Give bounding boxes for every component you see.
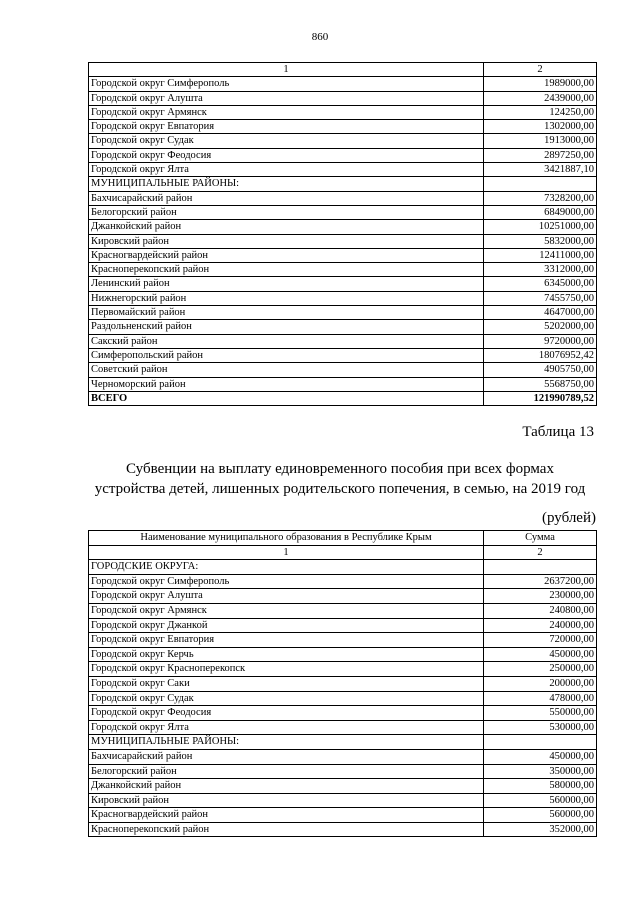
- table-row: [89, 134, 597, 148]
- table-row: [89, 603, 597, 618]
- subsidy-table-13: [88, 530, 597, 837]
- table-title: [60, 459, 620, 499]
- row-name: Белогорский район: [89, 205, 484, 219]
- table-section-row: [89, 560, 597, 575]
- row-name: Джанкойский район: [89, 779, 484, 794]
- column-name-municipality: Наименование муниципального образования в Республике Крым: [89, 531, 484, 546]
- table-row: [89, 91, 597, 105]
- row-name: Красноперекопский район: [89, 263, 484, 277]
- table-row: [89, 334, 597, 348]
- row-name: Нижнегорский район: [89, 291, 484, 305]
- table-row: [89, 706, 597, 721]
- table-row: [89, 205, 597, 219]
- row-name: Городской округ Судак: [89, 691, 484, 706]
- table-row: [89, 574, 597, 589]
- table-section-row: [89, 735, 597, 750]
- row-name: Городской округ Армянск: [89, 105, 484, 119]
- row-value: 9720000,00: [484, 334, 597, 348]
- table-row: [89, 633, 597, 648]
- row-name: Городской округ Симферополь: [89, 77, 484, 91]
- table-row: [89, 105, 597, 119]
- table-row: [89, 77, 597, 91]
- table-row: [89, 148, 597, 162]
- table-row: [89, 248, 597, 262]
- row-name: Симферопольский район: [89, 348, 484, 362]
- row-value: 7455750,00: [484, 291, 597, 305]
- row-name: Бахчисарайский район: [89, 749, 484, 764]
- row-value: 1302000,00: [484, 120, 597, 134]
- table-column-names-row: [89, 531, 597, 546]
- table-row: [89, 363, 597, 377]
- row-value: 7328200,00: [484, 191, 597, 205]
- table-title-line-1: Субвенции на выплату единовременного пособия при всех формах: [126, 461, 554, 477]
- row-value: 18076952,42: [484, 348, 597, 362]
- row-name: Городской округ Джанкой: [89, 618, 484, 633]
- column-number-2: 2: [484, 63, 597, 77]
- row-name: Красногвардейский район: [89, 248, 484, 262]
- table-row: [89, 822, 597, 837]
- table-row: [89, 291, 597, 305]
- row-value: [484, 735, 597, 750]
- total-value: 121990789,52: [484, 391, 597, 405]
- table-row: [89, 662, 597, 677]
- row-value: 3312000,00: [484, 263, 597, 277]
- section-name: МУНИЦИПАЛЬНЫЕ РАЙОНЫ:: [89, 177, 484, 191]
- row-value: [484, 560, 597, 575]
- row-name: Городской округ Саки: [89, 676, 484, 691]
- row-name: Городской округ Алушта: [89, 91, 484, 105]
- table-row: [89, 377, 597, 391]
- row-name: Городской округ Ялта: [89, 163, 484, 177]
- row-value: 2637200,00: [484, 574, 597, 589]
- row-name: Раздольненский район: [89, 320, 484, 334]
- table-row: [89, 320, 597, 334]
- row-value: 200000,00: [484, 676, 597, 691]
- row-value: 720000,00: [484, 633, 597, 648]
- row-value: 352000,00: [484, 822, 597, 837]
- table-row: [89, 277, 597, 291]
- subsidy-table-continued: [88, 62, 597, 406]
- table-section-row: [89, 177, 597, 191]
- page-number: 860: [311, 31, 329, 43]
- units-label: (рублей): [541, 510, 596, 526]
- row-name: Советский район: [89, 363, 484, 377]
- table-row: [89, 191, 597, 205]
- row-name: Кировский район: [89, 234, 484, 248]
- row-value: 5832000,00: [484, 234, 597, 248]
- row-value: 4905750,00: [484, 363, 597, 377]
- row-value: 12411000,00: [484, 248, 597, 262]
- table-row: [89, 720, 597, 735]
- table-row: [89, 163, 597, 177]
- row-name: Бахчисарайский район: [89, 191, 484, 205]
- table-header-row: [89, 63, 597, 77]
- row-value: 530000,00: [484, 720, 597, 735]
- row-value: 3421887,10: [484, 163, 597, 177]
- row-value: 6345000,00: [484, 277, 597, 291]
- table-row: [89, 306, 597, 320]
- row-name: Городской округ Евпатория: [89, 120, 484, 134]
- row-name: Красногвардейский район: [89, 808, 484, 823]
- row-name: Городской округ Ялта: [89, 720, 484, 735]
- row-value: 560000,00: [484, 808, 597, 823]
- table-row: [89, 793, 597, 808]
- row-value: 580000,00: [484, 779, 597, 794]
- row-value: 5202000,00: [484, 320, 597, 334]
- row-name: Городской округ Феодосия: [89, 706, 484, 721]
- table-row: [89, 647, 597, 662]
- row-value: 560000,00: [484, 793, 597, 808]
- section-name: МУНИЦИПАЛЬНЫЕ РАЙОНЫ:: [89, 735, 484, 750]
- row-value: 240800,00: [484, 603, 597, 618]
- row-value: [484, 177, 597, 191]
- row-value: 2439000,00: [484, 91, 597, 105]
- row-value: 350000,00: [484, 764, 597, 779]
- table-row: [89, 589, 597, 604]
- table-row: [89, 691, 597, 706]
- row-value: 10251000,00: [484, 220, 597, 234]
- row-name: Белогорский район: [89, 764, 484, 779]
- row-name: Красноперекопский район: [89, 822, 484, 837]
- row-value: 240000,00: [484, 618, 597, 633]
- row-value: 2897250,00: [484, 148, 597, 162]
- row-name: Городской округ Судак: [89, 134, 484, 148]
- table-title-line-2: устройства детей, лишенных родительского попечения, в семью, на 2019 год: [94, 481, 586, 497]
- table-row: [89, 808, 597, 823]
- row-name: Черноморский район: [89, 377, 484, 391]
- row-value: 230000,00: [484, 589, 597, 604]
- column-number-1: 1: [89, 63, 484, 77]
- row-name: Первомайский район: [89, 306, 484, 320]
- table-header-row: [89, 545, 597, 560]
- table-row: [89, 764, 597, 779]
- row-value: 250000,00: [484, 662, 597, 677]
- section-name: ГОРОДСКИЕ ОКРУГА:: [89, 560, 484, 575]
- row-value: 1989000,00: [484, 77, 597, 91]
- table-row: [89, 120, 597, 134]
- row-name: Городской округ Красноперекопск: [89, 662, 484, 677]
- column-name-amount: Сумма: [484, 531, 597, 546]
- row-value: 5568750,00: [484, 377, 597, 391]
- row-name: Городской округ Армянск: [89, 603, 484, 618]
- row-value: 4647000,00: [484, 306, 597, 320]
- row-name: Ленинский район: [89, 277, 484, 291]
- table-row: [89, 779, 597, 794]
- table-row: [89, 618, 597, 633]
- row-name: Городской округ Феодосия: [89, 148, 484, 162]
- row-name: Джанкойский район: [89, 220, 484, 234]
- row-name: Городской округ Симферополь: [89, 574, 484, 589]
- column-number-1: 1: [89, 545, 484, 560]
- table-row: [89, 234, 597, 248]
- table-row: [89, 676, 597, 691]
- row-value: 450000,00: [484, 749, 597, 764]
- table-row: [89, 220, 597, 234]
- table-row: [89, 348, 597, 362]
- row-name: Городской округ Алушта: [89, 589, 484, 604]
- total-label: ВСЕГО: [89, 391, 484, 405]
- table-label: Таблица 13: [522, 424, 594, 440]
- row-value: 478000,00: [484, 691, 597, 706]
- row-value: 6849000,00: [484, 205, 597, 219]
- row-value: 550000,00: [484, 706, 597, 721]
- row-name: Кировский район: [89, 793, 484, 808]
- column-number-2: 2: [484, 545, 597, 560]
- table-row: [89, 749, 597, 764]
- row-name: Городской округ Евпатория: [89, 633, 484, 648]
- row-name: Сакский район: [89, 334, 484, 348]
- row-name: Городской округ Керчь: [89, 647, 484, 662]
- row-value: 450000,00: [484, 647, 597, 662]
- table-total-row: [89, 391, 597, 405]
- table-row: [89, 263, 597, 277]
- row-value: 124250,00: [484, 105, 597, 119]
- row-value: 1913000,00: [484, 134, 597, 148]
